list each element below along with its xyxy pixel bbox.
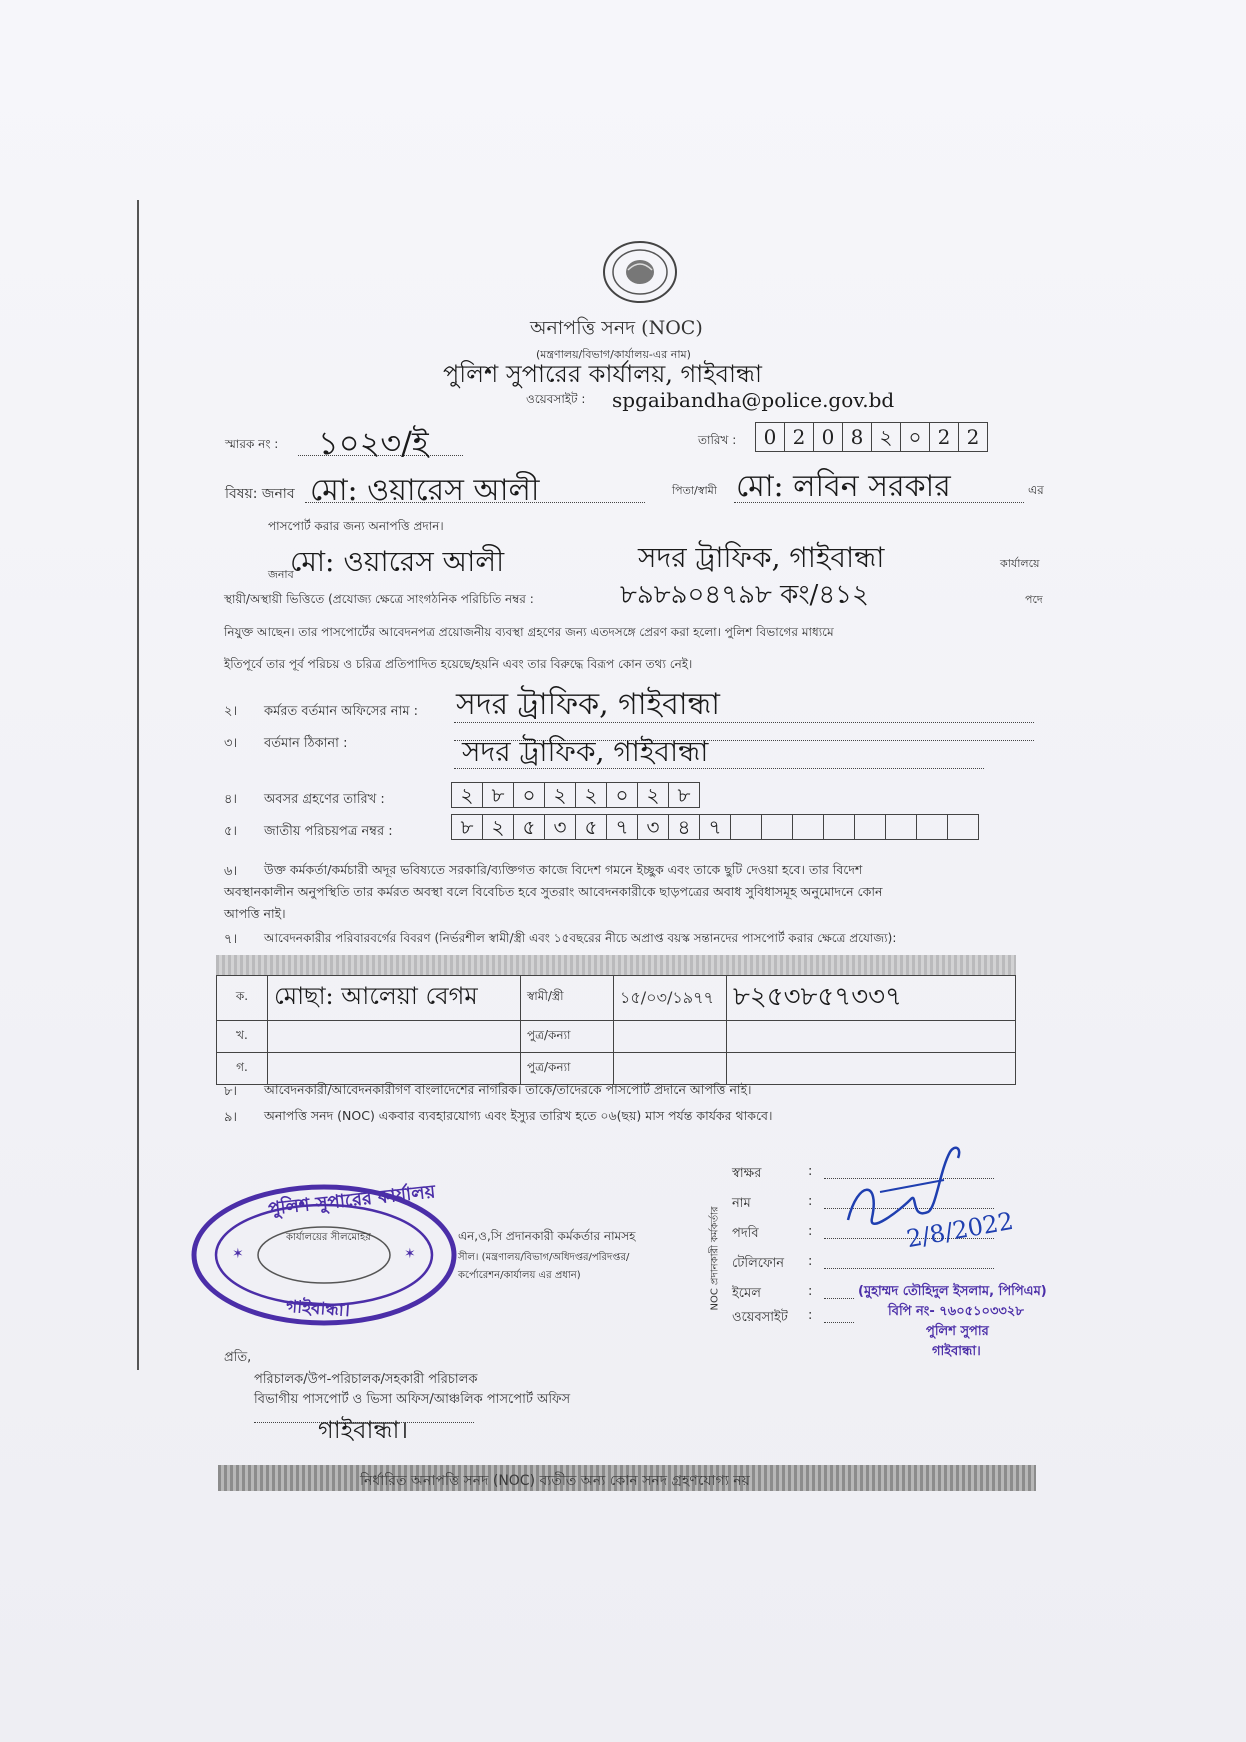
recipient-prefix: প্রতি,: [224, 1350, 252, 1365]
family-table: [216, 975, 1016, 1085]
date-digit: ২: [871, 422, 901, 452]
field-label-name: নাম: [732, 1196, 751, 1211]
signatory-side-caption: NOC প্রদানকারী কর্মকর্তার: [709, 1206, 721, 1311]
nid-digit: [854, 814, 886, 840]
date-digit: 8: [842, 422, 872, 452]
nid-digit: ৭: [699, 814, 731, 840]
field-sep: :: [808, 1308, 813, 1323]
table-row: [217, 1021, 1016, 1053]
field-label-website: ওয়েবসাইট: [732, 1310, 788, 1325]
table-row: [217, 976, 1016, 1021]
family-nid: ৮২৫৩৮৫৭৩৩৭: [727, 976, 1016, 1021]
nid-digit: ৫: [575, 814, 607, 840]
nid-boxes: [452, 814, 979, 840]
field-sep: :: [808, 1254, 813, 1269]
seal-top-text: পুলিশ সুপারের কার্যালয়: [267, 1181, 437, 1220]
memo-number: ১০২৩/ই: [318, 424, 429, 462]
para1-prefix: জনাব: [268, 568, 294, 581]
item2-number: ২।: [224, 704, 238, 719]
nid-digit: [947, 814, 979, 840]
item7-label: আবেদনকারীর পরিবারবর্গের বিবরণ (নির্ভরশীল স্বামী/স্ত্রী এবং ১৫বছরের নীচে অপ্রাপ্ত বয়স্ক সন্তানদের পাসপোর্ট করার ক্ষেত্রে প্রযোজ্য):: [264, 931, 897, 945]
family-nid: [727, 1021, 1016, 1053]
item9-number: ৯।: [224, 1110, 238, 1125]
family-dob: ১৫/০৩/১৯৭৭: [614, 976, 727, 1021]
para1-line2-label: স্থায়ী/অস্থায়ী ভিত্তিতে (প্রযোজ্য ক্ষেত্রে সাংগঠনিক পরিচিতি নম্বর :: [224, 592, 534, 606]
government-emblem: [600, 240, 680, 306]
recipient-line2: বিভাগীয় পাসপোর্ট ও ভিসা অফিস/আঞ্চলিক পাসপোর্ট অফিস: [254, 1392, 571, 1407]
family-member-name: [268, 1053, 521, 1085]
family-relation: পুত্র/কন্যা: [521, 1053, 614, 1085]
footer-note: নির্ধারিত অনাপত্তি সনদ (NOC) ব্যতীত অন্য কোন সনদ গ্রহণযোগ্য নয়: [360, 1473, 750, 1489]
date-digit: ০: [900, 422, 930, 452]
signatory-district: গাইবান্ধা।: [932, 1344, 981, 1359]
item4-number: ৪।: [224, 792, 238, 807]
item6-line1: উক্ত কর্মকর্তা/কর্মচারী অদূর ভবিষ্যতে সরকারি/ব্যক্তিগত কাজে বিদেশ গমনে ইচ্ছুক এবং তাকে ছুটি দেওয়া হবে। তার বিদেশ: [264, 862, 863, 877]
item5-number: ৫।: [224, 824, 238, 839]
table-row: [217, 1053, 1016, 1085]
item7-number: ৭।: [224, 932, 238, 947]
item8-text: আবেদনকারী/আবেদনকারীগণ বাংলাদেশের নাগরিক। তাকে/তাদেরকে পাসপোর্ট প্রদানে আপত্তি নাই।: [264, 1082, 752, 1097]
retirement-digit: ২: [451, 782, 483, 808]
website-label: ওয়েবসাইট :: [526, 392, 586, 406]
family-member-name: [268, 1021, 521, 1053]
table-header-band: [216, 955, 1016, 975]
subject-line2: পাসপোর্ট করার জন্য অনাপত্তি প্রদান।: [268, 519, 444, 533]
nid-digit: [792, 814, 824, 840]
svg-text:✶: ✶: [232, 1246, 244, 1262]
signatory-bp-number: বিপি নং- ৭৬০৫১০৩৩২৮: [888, 1304, 1024, 1319]
family-relation: পুত্র/কন্যা: [521, 1021, 614, 1053]
date-digit: 2: [784, 422, 814, 452]
nid-digit: ২: [482, 814, 514, 840]
nid-digit: ৩: [637, 814, 669, 840]
field-sep: :: [808, 1224, 813, 1239]
para1-office-suffix: কার্যালয়ে: [1000, 557, 1040, 570]
field-sep: :: [808, 1284, 813, 1299]
field-label-telephone: টেলিফোন: [732, 1256, 785, 1271]
item9-text: অনাপত্তি সনদ (NOC) একবার ব্যবহারযোগ্য এবং ইস্যুর তারিখ হতে ০৬(ছয়) মাস পর্যন্ত কার্যকর থাকবে।: [264, 1108, 773, 1123]
family-member-name: মোছা: আলেয়া বেগম: [268, 976, 521, 1021]
row-key: ক.: [217, 976, 268, 1021]
svg-text:✶: ✶: [404, 1246, 416, 1262]
para1-line2-suffix: পদে: [1025, 593, 1043, 606]
seal-inner-label: কার্যালয়ের সীলমোহর: [286, 1232, 371, 1243]
para1-line3: নিযুক্ত আছেন। তার পাসপোর্টের আবেদনপত্র প্রয়োজনীয় ব্যবস্থা গ্রহণের জন্য এতদসঙ্গে প্রেরণ করা হলো। পুলিশ বিভাগের মাধ্যমে: [224, 625, 834, 639]
retirement-digit: ২: [575, 782, 607, 808]
document-title: অনাপত্তি সনদ (NOC): [530, 317, 703, 339]
current-office-name: সদর ট্রাফিক, গাইবান্ধা: [456, 687, 721, 722]
nid-digit: ৪: [668, 814, 700, 840]
signatory-name: (মুহাম্মদ তৌহিদুল ইসলাম, পিপিএম): [858, 1284, 1047, 1299]
retirement-digit: ০: [606, 782, 638, 808]
field-label-email: ইমেল: [732, 1286, 761, 1301]
date-boxes: [756, 422, 988, 452]
field-sep: :: [808, 1194, 813, 1209]
current-address: সদর ট্রাফিক, গাইবান্ধা: [462, 735, 709, 768]
subject-label: বিষয়: জনাব: [225, 486, 295, 502]
nid-digit: ৮: [451, 814, 483, 840]
organization-id-number: ৮৯৮৯০৪৭৯৮ কং/৪১২: [620, 580, 869, 610]
nid-digit: [823, 814, 855, 840]
date-digit: 2: [929, 422, 959, 452]
recipient-handwritten: গাইবান্ধা।: [318, 1416, 409, 1444]
para1-name: মো: ওয়ারেস আলী: [290, 545, 505, 578]
retirement-digit: ০: [513, 782, 545, 808]
field-line: [824, 1298, 854, 1299]
retirement-digit: ৮: [668, 782, 700, 808]
memo-label: স্মারক নং :: [225, 437, 279, 451]
left-margin-line: [137, 200, 139, 1370]
item2-label: কর্মরত বর্তমান অফিসের নাম :: [264, 704, 419, 719]
seal-caption-line3: কর্পোরেশন/কার্যালয় এর প্রধান): [458, 1270, 581, 1281]
applicant-name: মো: ওয়ারেস আলী: [310, 473, 540, 508]
family-dob: [614, 1021, 727, 1053]
family-nid: [727, 1053, 1016, 1085]
para1-line4: ইতিপূর্বে তার পূর্ব পরিচয় ও চরিত্র প্রতিপাদিত হয়েছে/হয়নি এবং তার বিরুদ্ধে বিরূপ কোন তথ্য নেই।: [224, 657, 693, 671]
website-value: spgaibandha@police.gov.bd: [612, 388, 895, 412]
item6-line3: আপত্তি নাই।: [224, 906, 286, 921]
date-label: তারিখ :: [698, 433, 737, 447]
retirement-digit: ২: [637, 782, 669, 808]
item6-number: ৬।: [224, 864, 238, 879]
field-line: [824, 1268, 994, 1269]
field-label-designation: পদবি: [732, 1226, 759, 1241]
nid-digit: ৭: [606, 814, 638, 840]
item8-number: ৮।: [224, 1084, 238, 1099]
retirement-date-boxes: [452, 782, 700, 808]
date-digit: 0: [813, 422, 843, 452]
date-digit: 0: [755, 422, 785, 452]
field-label-signature: স্বাক্ষর: [732, 1166, 762, 1181]
subject-suffix: এর: [1028, 483, 1044, 497]
field-sep: :: [808, 1164, 813, 1179]
nid-digit: ৫: [513, 814, 545, 840]
row-key: খ.: [217, 1021, 268, 1053]
date-digit: 2: [958, 422, 988, 452]
nid-digit: [730, 814, 762, 840]
retirement-digit: ৮: [482, 782, 514, 808]
family-relation: স্বামী/স্ত্রী: [521, 976, 614, 1021]
parent-label: পিতা/স্বামী: [672, 484, 717, 497]
item6-line2: অবস্থানকালীন অনুপস্থিতি তার কর্মরত অবস্থা বলে বিবেচিত হবে সুতরাং আবেদনকারীকে ছাড়পত্রের অবাধ সুবিধাসমূহ অনুমোদনে কোন: [224, 884, 883, 899]
item5-label: জাতীয় পরিচয়পত্র নম্বর :: [264, 824, 393, 839]
signed-date: 2/8/2022: [904, 1206, 1016, 1254]
para1-office: সদর ট্রাফিক, গাইবান্ধা: [638, 541, 885, 574]
parent-name: মো: লবিন সরকার: [736, 469, 951, 504]
item3-label: বর্তমান ঠিকানা :: [264, 736, 348, 751]
item3-number: ৩।: [224, 736, 238, 751]
office-name-handwritten: পুলিশ সুপারের কার্যালয়, গাইবান্ধা: [443, 360, 762, 388]
seal-caption-line1: এন,ও,সি প্রদানকারী কর্মকর্তার নামসহ: [458, 1229, 636, 1243]
nid-digit: [761, 814, 793, 840]
recipient-line1: পরিচালক/উপ-পরিচালক/সহকারী পরিচালক: [254, 1372, 478, 1387]
field-line: [824, 1322, 854, 1323]
seal-bottom-text: গাইবান্ধা।: [285, 1296, 351, 1322]
nid-digit: [885, 814, 917, 840]
family-dob: [614, 1053, 727, 1085]
signatory-designation: পুলিশ সুপার: [926, 1324, 989, 1339]
row-key: গ.: [217, 1053, 268, 1085]
item4-label: অবসর গ্রহণের তারিখ :: [264, 792, 385, 807]
document-subtitle: (মন্ত্রণালয়/বিভাগ/কার্যালয়-এর নাম): [536, 348, 691, 361]
seal-caption-line2: সীল। (মন্ত্রণালয়/বিভাগ/অধিদপ্তর/পরিদপ্তর/: [458, 1252, 630, 1263]
retirement-digit: ২: [544, 782, 576, 808]
nid-digit: ৩: [544, 814, 576, 840]
nid-digit: [916, 814, 948, 840]
